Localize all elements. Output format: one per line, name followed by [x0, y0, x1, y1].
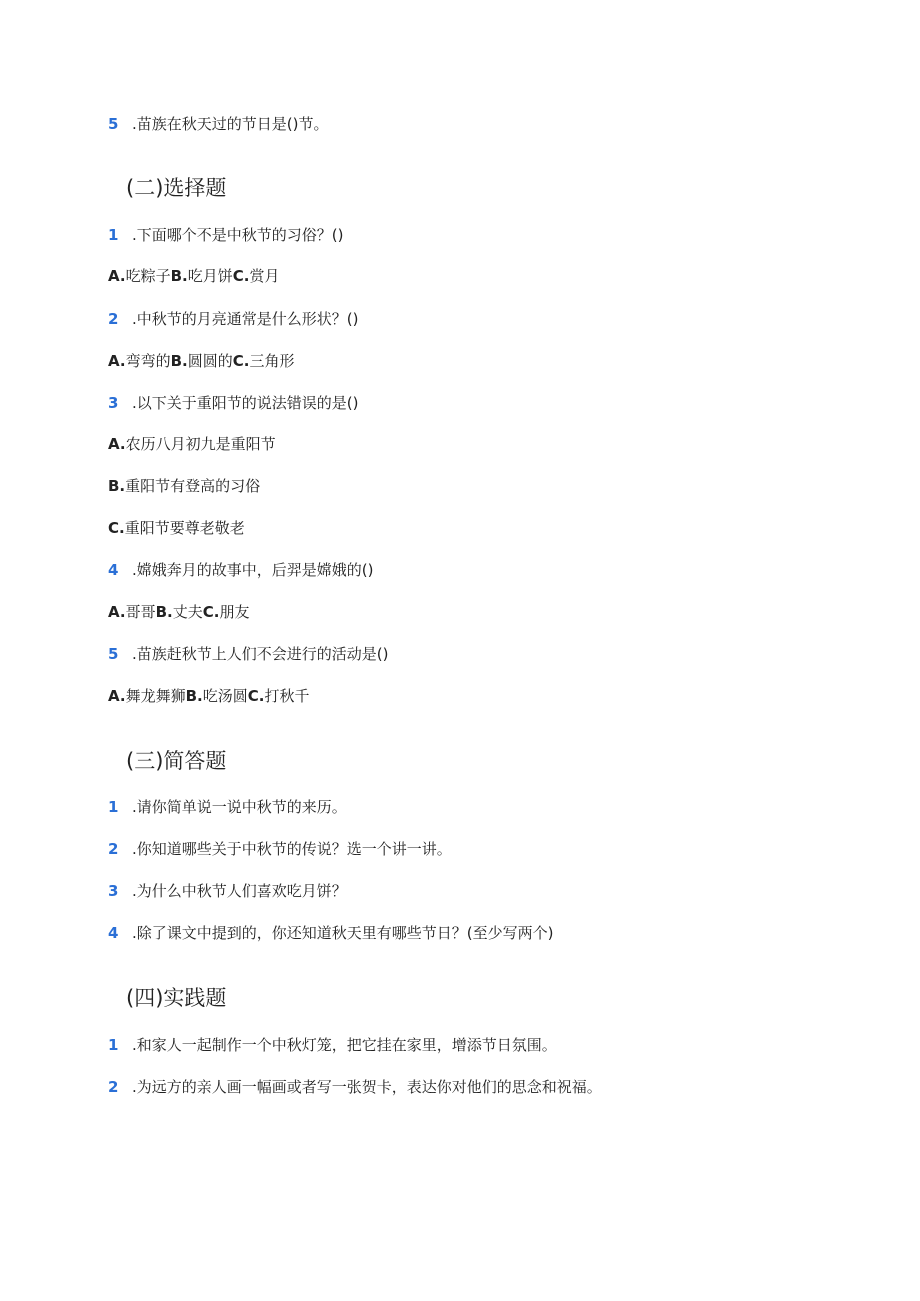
option-c-label: C.: [202, 603, 220, 621]
option-b-text: 丈夫: [172, 603, 203, 621]
question-text: .中秋节的月亮通常是什么形状？(): [132, 310, 359, 328]
question-number: 3: [108, 882, 119, 900]
short-question-1: [108, 797, 347, 817]
option-a-text: 哥哥: [125, 603, 156, 621]
option-a-text: 吃粽子: [125, 267, 171, 285]
option-c-text: 朋友: [219, 603, 250, 621]
option-a-label: A.: [108, 435, 126, 453]
choice-section-heading: (二)选择题: [126, 176, 227, 200]
option-b-label: B.: [185, 687, 203, 705]
option-c-label: C.: [232, 267, 250, 285]
question-text: .你知道哪些关于中秋节的传说？选一个讲一讲。: [132, 840, 452, 858]
question-number: 1: [108, 798, 119, 816]
choice-options-2: [108, 351, 295, 371]
option-a-label: A.: [108, 267, 126, 285]
option-c-text: 赏月: [249, 267, 280, 285]
option-b-text: 吃月饼: [187, 267, 233, 285]
practice-question-1: [108, 1035, 557, 1055]
option-b-label: B.: [155, 603, 173, 621]
choice-question-3: [108, 393, 358, 413]
option-a-label: A.: [108, 603, 126, 621]
option-c-label: C.: [232, 352, 250, 370]
option-b-text: 圆圆的: [187, 352, 233, 370]
question-text: .苗族在秋天过的节日是()节。: [132, 115, 329, 133]
option-a-label: A.: [108, 352, 126, 370]
option-a-text: 农历八月初九是重阳节: [125, 435, 276, 453]
fill-question-5: [108, 114, 328, 134]
question-text: .请你简单说一说中秋节的来历。: [132, 798, 347, 816]
option-a-label: A.: [108, 687, 126, 705]
option-c-text: 打秋千: [264, 687, 310, 705]
question-number: 2: [108, 1078, 119, 1096]
option-b-text: 重阳节有登高的习俗: [125, 477, 261, 495]
option-a-text: 舞龙舞狮: [125, 687, 186, 705]
choice-options-4: [108, 602, 250, 622]
question-number: 4: [108, 924, 119, 942]
option-c-text: 重阳节要尊老敬老: [124, 519, 245, 537]
question-number: 1: [108, 1036, 119, 1054]
question-text: .为远方的亲人画一幅画或者写一张贺卡，表达你对他们的思念和祝福。: [132, 1078, 602, 1096]
question-number: 4: [108, 561, 119, 579]
option-a-text: 弯弯的: [125, 352, 171, 370]
option-b-text: 吃汤圆: [202, 687, 248, 705]
short-question-2: [108, 839, 452, 859]
question-text: .为什么中秋节人们喜欢吃月饼？: [132, 882, 347, 900]
question-number: 5: [108, 645, 119, 663]
question-text: .嫦娥奔月的故事中，后羿是嫦娥的(): [132, 561, 374, 579]
question-number: 5: [108, 115, 119, 133]
option-c-label: C.: [108, 519, 125, 537]
short-question-3: [108, 881, 347, 901]
option-b-label: B.: [170, 267, 188, 285]
choice-question-5: [108, 644, 388, 664]
short-question-4: [108, 923, 553, 943]
choice-question-2: [108, 309, 358, 329]
question-text: .下面哪个不是中秋节的习俗？(): [132, 226, 344, 244]
choice-question-4: [108, 560, 373, 580]
practice-section-heading: (四)实践题: [126, 986, 227, 1010]
question-text: .和家人一起制作一个中秋灯笼，把它挂在家里，增添节日氛围。: [132, 1036, 557, 1054]
choice-options-5: [108, 686, 310, 706]
question-text: .除了课文中提到的，你还知道秋天里有哪些节日？(至少写两个): [132, 924, 554, 942]
choice-option-3b: [108, 476, 260, 496]
practice-question-2: [108, 1077, 602, 1097]
option-b-label: B.: [170, 352, 188, 370]
choice-question-1: [108, 225, 343, 245]
question-text: .以下关于重阳节的说法错误的是(): [132, 394, 359, 412]
option-b-label: B.: [108, 477, 126, 495]
choice-option-3c: [108, 518, 245, 538]
question-text: .苗族赶秋节上人们不会进行的活动是(): [132, 645, 389, 663]
choice-options-1: [108, 266, 280, 286]
option-c-label: C.: [247, 687, 265, 705]
option-c-text: 三角形: [249, 352, 295, 370]
question-number: 1: [108, 226, 119, 244]
choice-option-3a: [108, 434, 276, 454]
short-answer-section-heading: (三)简答题: [126, 749, 227, 773]
question-number: 3: [108, 394, 119, 412]
question-number: 2: [108, 840, 119, 858]
question-number: 2: [108, 310, 119, 328]
